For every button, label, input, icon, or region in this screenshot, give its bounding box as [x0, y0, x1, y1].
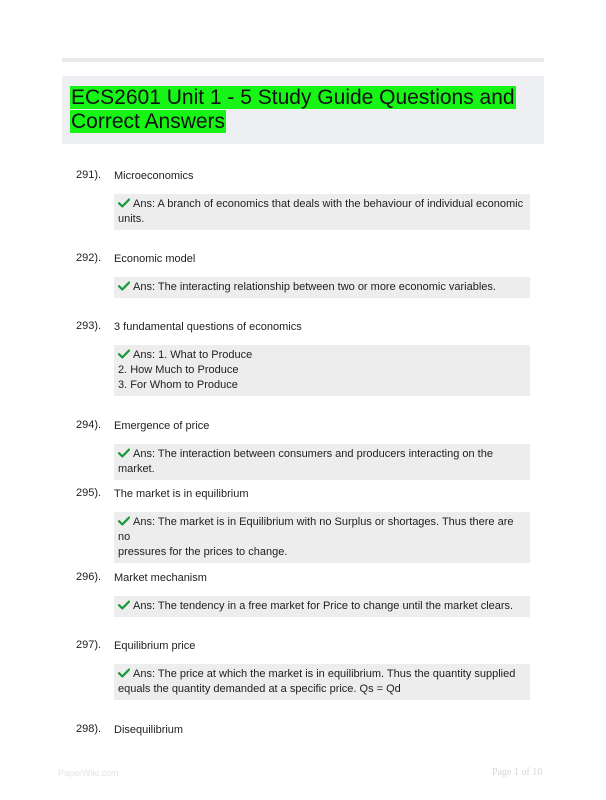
- answer-line: Ans: The interaction between consumers and producers interacting on the market.: [118, 448, 493, 475]
- answer-box: [114, 277, 530, 298]
- checkmark-icon: [118, 198, 130, 208]
- answer-box: [114, 444, 530, 480]
- question-text: Economic model: [114, 253, 196, 265]
- question-number: 295).: [76, 487, 102, 499]
- question-number: 298).: [76, 723, 102, 735]
- checkmark-icon: [118, 349, 130, 359]
- question-number: 297).: [76, 639, 102, 651]
- answer-line: 3. For Whom to Produce: [118, 379, 238, 391]
- answer-line: Ans: The interacting relationship between two or more economic variables.: [118, 280, 524, 295]
- answer-box: [114, 345, 530, 396]
- answer-box: [114, 664, 530, 700]
- page-number: Page 1 of 10: [492, 767, 543, 778]
- answer-line: units.: [118, 213, 145, 225]
- answer-line: Ans: 1. What to Produce: [118, 348, 524, 363]
- answer-line: equals the quantity demanded at a specific price. Qs = Qd: [118, 683, 401, 695]
- question-text: The market is in equilibrium: [114, 488, 249, 500]
- answer-box: [114, 596, 530, 617]
- question-text: Disequilibrium: [114, 724, 184, 736]
- checkmark-icon: [118, 281, 130, 291]
- answer-box: [114, 512, 530, 563]
- question-text: Market mechanism: [114, 572, 207, 584]
- answer-line: Ans: The price at which the market is in equilibrium. Thus the quantity supplied: [118, 667, 524, 682]
- question-number: 291).: [76, 169, 102, 181]
- question-text: Emergence of price: [114, 420, 210, 432]
- question-text: 3 fundamental questions of economics: [114, 321, 302, 333]
- checkmark-icon: [118, 600, 130, 610]
- answer-box: [114, 194, 530, 230]
- question-number: 293).: [76, 320, 102, 332]
- checkmark-icon: [118, 516, 130, 526]
- answer-line: Ans: The tendency in a free market for Price to change until the market clears.: [118, 599, 524, 614]
- question-number: 292).: [76, 252, 102, 264]
- watermark-text: PaperWiki.com: [58, 768, 119, 778]
- question-number: 296).: [76, 571, 102, 583]
- answer-line: Ans: The market is in Equilibrium with no Surplus or shortages. Thus there are no: [118, 516, 514, 543]
- question-number: 294).: [76, 419, 102, 431]
- question-text: Microeconomics: [114, 170, 194, 182]
- top-divider: [62, 58, 544, 62]
- document-title: ECS2601 Unit 1 - 5 Study Guide Questions and Correct Answers: [71, 86, 515, 133]
- question-text: Equilibrium price: [114, 640, 196, 652]
- checkmark-icon: [118, 448, 130, 458]
- answer-line: Ans: A branch of economics that deals with the behaviour of individual economic: [118, 197, 524, 212]
- checkmark-icon: [118, 668, 130, 678]
- answer-line: pressures for the prices to change.: [118, 546, 288, 558]
- answer-line: 2. How Much to Produce: [118, 364, 239, 376]
